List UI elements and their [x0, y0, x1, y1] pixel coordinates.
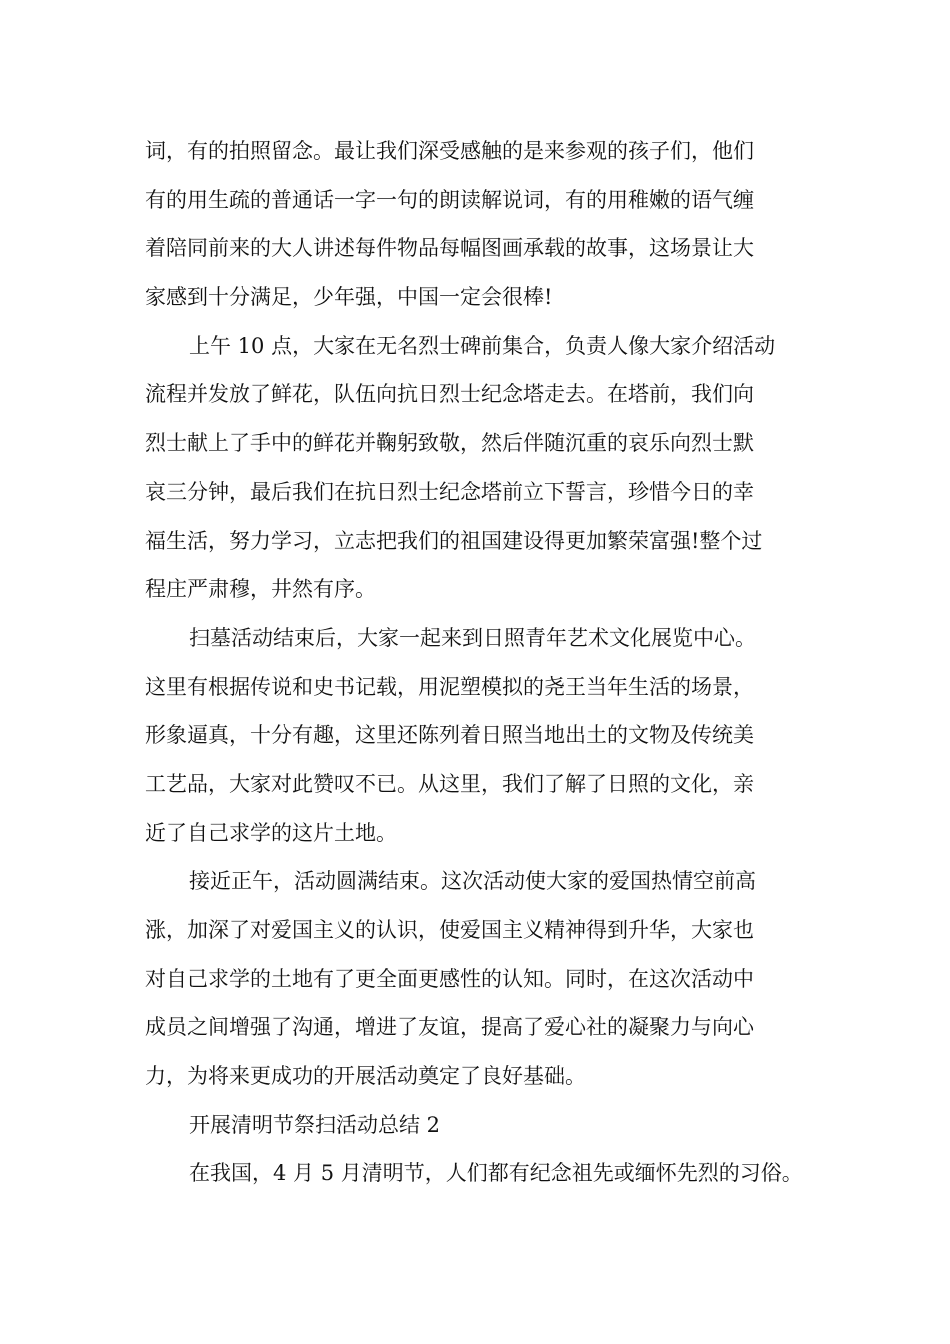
- text-line: 福生活，努力学习，立志把我们的祖国建设得更加繁荣富强!整个过: [145, 528, 763, 553]
- document-body: [145, 127, 810, 1198]
- text-line: 哀三分钟，最后我们在抗日烈士纪念塔前立下誓言，珍惜今日的幸: [145, 479, 754, 504]
- text-line: 近了自己求学的这片土地。: [145, 820, 397, 845]
- text-line: 这里有根据传说和史书记载，用泥塑模拟的尧王当年生活的场景，: [145, 674, 754, 699]
- text-line: 在我国，4 月 5 月清明节，人们都有纪念祖先或缅怀先烈的习俗。: [189, 1161, 803, 1186]
- text-line: 形象逼真，十分有趣，这里还陈列着日照当地出土的文物及传统美: [145, 723, 754, 748]
- text-line: 力，为将来更成功的开展活动奠定了良好基础。: [145, 1064, 586, 1089]
- text-line: 词，有的拍照留念。最让我们深受感触的是来参观的孩子们，他们: [145, 139, 754, 163]
- text-line: 成员之间增强了沟通，增进了友谊，提高了爱心社的凝聚力与向心: [145, 1015, 754, 1040]
- text-line: 程庄严肃穆，井然有序。: [145, 577, 376, 602]
- text-line: 扫墓活动结束后，大家一起来到日照青年艺术文化展览中心。: [189, 625, 756, 650]
- text-line: 开展清明节祭扫活动总结 2: [189, 1112, 441, 1137]
- text-line: 上午 10 点，大家在无名烈士碑前集合，负责人像大家介绍活动: [189, 333, 776, 358]
- text-line: 接近正午，活动圆满结束。这次活动使大家的爱国热情空前高: [189, 869, 756, 894]
- text-line: 工艺品，大家对此赞叹不已。从这里，我们了解了日照的文化，亲: [145, 771, 754, 796]
- text-line: 对自己求学的土地有了更全面更感性的认知。同时，在这次活动中: [145, 966, 754, 991]
- text-line: 流程并发放了鲜花，队伍向抗日烈士纪念塔走去。在塔前，我们向: [145, 382, 754, 407]
- text-line: 烈士献上了手中的鲜花并鞠躬致敬，然后伴随沉重的哀乐向烈士默: [145, 431, 754, 456]
- text-line: 涨，加深了对爱国主义的认识，使爱国主义精神得到升华，大家也: [145, 918, 754, 942]
- text-line: 有的用生疏的普通话一字一句的朗读解说词，有的用稚嫩的语气缠: [145, 187, 754, 212]
- text-line: 着陪同前来的大人讲述每件物品每幅图画承载的故事，这场景让大: [145, 236, 754, 261]
- text-line: 家感到十分满足，少年强，中国一定会很棒!: [145, 285, 553, 310]
